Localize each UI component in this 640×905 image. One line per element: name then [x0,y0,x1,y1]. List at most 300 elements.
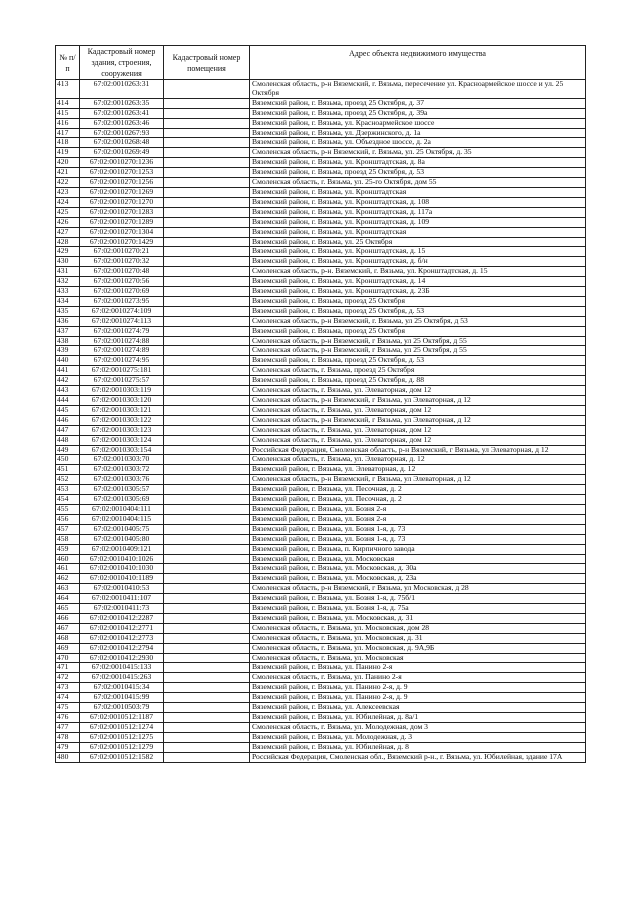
premises-cadastral-number [164,683,250,693]
building-cadastral-number: 67:02:0010512:1279 [80,742,164,752]
property-table [55,45,586,763]
building-cadastral-number: 67:02:0010303:76 [80,475,164,485]
row-number: 449 [56,445,80,455]
building-cadastral-number: 67:02:0010415:99 [80,693,164,703]
table-row [56,207,586,217]
building-cadastral-number: 67:02:0010512:1274 [80,722,164,732]
object-address: Вяземский район, г. Вязьма, п. Кирпичного завода [250,544,586,554]
object-address: Вяземский район, г. Вязьма, ул. Бозня 1-я, д. 73 [250,534,586,544]
table-row [56,465,586,475]
building-cadastral-number: 67:02:0010412:2930 [80,653,164,663]
object-address: Вяземский район, г. Вязьма, ул. Кронштадтская, д. б/н [250,257,586,267]
header-premises-cadastral-number: Кадастровый номер помещения [164,46,250,80]
table-row [56,495,586,505]
row-number: 455 [56,504,80,514]
row-number: 432 [56,277,80,287]
row-number: 440 [56,356,80,366]
building-cadastral-number: 67:02:0010263:41 [80,108,164,118]
object-address: Вяземский район, г. Вязьма, ул. Панино 2-я, д. 9 [250,693,586,703]
object-address: Смоленская область, г. Вязьма, ул. Московская, д. 31 [250,633,586,643]
object-address: Вяземский район, г. Вязьма, ул. Кронштадтская, д. 8а [250,158,586,168]
building-cadastral-number: 67:02:0010270:56 [80,277,164,287]
object-address: Смоленская область, г. Вязьма, проезд 25 Октября [250,366,586,376]
premises-cadastral-number [164,197,250,207]
premises-cadastral-number [164,435,250,445]
premises-cadastral-number [164,594,250,604]
row-number: 414 [56,98,80,108]
premises-cadastral-number [164,713,250,723]
table-row [56,742,586,752]
row-number: 477 [56,722,80,732]
row-number: 415 [56,108,80,118]
building-cadastral-number: 67:02:0010410:1026 [80,554,164,564]
premises-cadastral-number [164,455,250,465]
building-cadastral-number: 67:02:0010410:53 [80,584,164,594]
object-address: Вяземский район, г. Вязьма, ул. Кронштадтская, д. 23Б [250,287,586,297]
object-address: Вяземский район, г. Вязьма, ул. Красноармейское шоссе [250,118,586,128]
premises-cadastral-number [164,732,250,742]
table-row [56,623,586,633]
row-number: 418 [56,138,80,148]
object-address: Вяземский район, г. Вязьма, проезд 25 Октября, д. 53 [250,356,586,366]
row-number: 466 [56,613,80,623]
premises-cadastral-number [164,673,250,683]
object-address: Вяземский район, г. Вязьма, ул. Кронштадтская, д. 109 [250,217,586,227]
building-cadastral-number: 67:02:0010409:121 [80,544,164,554]
premises-cadastral-number [164,257,250,267]
table-row [56,713,586,723]
table-row [56,227,586,237]
building-cadastral-number: 67:02:0010270:1283 [80,207,164,217]
table-row [56,584,586,594]
row-number: 465 [56,604,80,614]
object-address: Смоленская область, р-н Вяземский, г. Вязьма, пересечение ул. Красноармейское шоссе и ул. 25 Октября [250,80,586,99]
building-cadastral-number: 67:02:0010303:70 [80,455,164,465]
table-row [56,613,586,623]
object-address: Вяземский район, г. Вязьма, ул. Кронштадтская, д. 117а [250,207,586,217]
building-cadastral-number: 67:02:0010303:154 [80,445,164,455]
table-row [56,178,586,188]
row-number: 442 [56,376,80,386]
table-row [56,693,586,703]
building-cadastral-number: 67:02:0010405:75 [80,524,164,534]
building-cadastral-number: 67:02:0010273:95 [80,296,164,306]
premises-cadastral-number [164,405,250,415]
table-row [56,514,586,524]
premises-cadastral-number [164,326,250,336]
building-cadastral-number: 67:02:0010415:263 [80,673,164,683]
building-cadastral-number: 67:02:0010512:1187 [80,713,164,723]
row-number: 456 [56,514,80,524]
premises-cadastral-number [164,742,250,752]
table-row [56,296,586,306]
row-number: 468 [56,633,80,643]
table-row [56,732,586,742]
building-cadastral-number: 67:02:0010303:72 [80,465,164,475]
object-address: Смоленская область, р-н Вяземский, г Вязьма, ул 25 Октября, д 55 [250,346,586,356]
building-cadastral-number: 67:02:0010415:34 [80,683,164,693]
object-address: Вяземский район, г. Вязьма, ул. Московская, д. 31 [250,613,586,623]
row-number: 450 [56,455,80,465]
object-address: Российская Федерация, Смоленская обл., Вяземский р-н., г. Вязьма, ул. Юбилейная, здание 17А [250,752,586,762]
object-address: Вяземский район, г. Вязьма, проезд 25 Октября [250,296,586,306]
premises-cadastral-number [164,752,250,762]
object-address: Смоленская область, г. Вязьма, ул. Московская, д. 9А,9Б [250,643,586,653]
table-row [56,534,586,544]
row-number: 417 [56,128,80,138]
building-cadastral-number: 67:02:0010412:2773 [80,633,164,643]
row-number: 427 [56,227,80,237]
object-address: Вяземский район, г. Вязьма, ул. Элеваторная, д. 12 [250,465,586,475]
row-number: 459 [56,544,80,554]
premises-cadastral-number [164,118,250,128]
building-cadastral-number: 67:02:0010275:57 [80,376,164,386]
table-row [56,485,586,495]
premises-cadastral-number [164,148,250,158]
table-row [56,415,586,425]
row-number: 437 [56,326,80,336]
object-address: Вяземский район, г. Вязьма, ул. Панино 2-я [250,663,586,673]
premises-cadastral-number [164,237,250,247]
table-row [56,257,586,267]
object-address: Вяземский район, г. Вязьма, ул. Кронштадтская, д. 108 [250,197,586,207]
building-cadastral-number: 67:02:0010270:21 [80,247,164,257]
table-row [56,604,586,614]
premises-cadastral-number [164,703,250,713]
object-address: Вяземский район, г. Вязьма, ул. Московская, д. 23а [250,574,586,584]
building-cadastral-number: 67:02:0010303:121 [80,405,164,415]
building-cadastral-number: 67:02:0010270:1253 [80,168,164,178]
row-number: 470 [56,653,80,663]
premises-cadastral-number [164,544,250,554]
table-row [56,287,586,297]
premises-cadastral-number [164,495,250,505]
table-row [56,663,586,673]
table-row [56,722,586,732]
row-number: 473 [56,683,80,693]
row-number: 434 [56,296,80,306]
building-cadastral-number: 67:02:0010267:93 [80,128,164,138]
table-row [56,247,586,257]
building-cadastral-number: 67:02:0010263:35 [80,98,164,108]
premises-cadastral-number [164,217,250,227]
premises-cadastral-number [164,277,250,287]
table-row [56,267,586,277]
row-number: 421 [56,168,80,178]
building-cadastral-number: 67:02:0010303:122 [80,415,164,425]
premises-cadastral-number [164,465,250,475]
row-number: 424 [56,197,80,207]
premises-cadastral-number [164,445,250,455]
premises-cadastral-number [164,524,250,534]
row-number: 436 [56,316,80,326]
table-row [56,98,586,108]
table-row [56,633,586,643]
premises-cadastral-number [164,514,250,524]
table-row [56,673,586,683]
premises-cadastral-number [164,306,250,316]
building-cadastral-number: 67:02:0010274:109 [80,306,164,316]
row-number: 448 [56,435,80,445]
object-address: Вяземский район, г. Вязьма, ул. Дзержинского, д. 1а [250,128,586,138]
object-address: Смоленская область, р-н Вяземский, г. Вязьма, ул. 25 Октября, д. 35 [250,148,586,158]
building-cadastral-number: 67:02:0010270:1304 [80,227,164,237]
row-number: 441 [56,366,80,376]
building-cadastral-number: 67:02:0010410:1030 [80,564,164,574]
premises-cadastral-number [164,138,250,148]
premises-cadastral-number [164,296,250,306]
table-row [56,346,586,356]
premises-cadastral-number [164,336,250,346]
object-address: Смоленская область, р-н. Вяземский, г. Вязьма, ул. Кронштадтская, д. 15 [250,267,586,277]
table-row [56,187,586,197]
object-address: Вяземский район, г. Вязьма, проезд 25 Октября, д. 53 [250,306,586,316]
building-cadastral-number: 67:02:0010412:2771 [80,623,164,633]
object-address: Вяземский район, г. Вязьма, ул. Кронштадтская [250,227,586,237]
row-number: 462 [56,574,80,584]
table-row [56,752,586,762]
row-number: 426 [56,217,80,227]
object-address: Вяземский район, г. Вязьма, ул. Бозня 1-я, д. 75а [250,604,586,614]
row-number: 413 [56,80,80,99]
table-row [56,118,586,128]
building-cadastral-number: 67:02:0010405:80 [80,534,164,544]
row-number: 467 [56,623,80,633]
row-number: 430 [56,257,80,267]
building-cadastral-number: 67:02:0010303:123 [80,425,164,435]
building-cadastral-number: 67:02:0010274:88 [80,336,164,346]
premises-cadastral-number [164,267,250,277]
building-cadastral-number: 67:02:0010274:113 [80,316,164,326]
building-cadastral-number: 67:02:0010410:1189 [80,574,164,584]
object-address: Вяземский район, г. Вязьма, ул. Бозня 2-я [250,504,586,514]
table-row [56,128,586,138]
building-cadastral-number: 67:02:0010404:111 [80,504,164,514]
premises-cadastral-number [164,396,250,406]
building-cadastral-number: 67:02:0010270:1270 [80,197,164,207]
row-number: 453 [56,485,80,495]
table-row [56,524,586,534]
premises-cadastral-number [164,613,250,623]
row-number: 447 [56,425,80,435]
object-address: Вяземский район, г. Вязьма, ул. Московская [250,554,586,564]
object-address: Смоленская область, р-н Вяземский, г Вязьма, ул Элеваторная, д 12 [250,396,586,406]
object-address: Смоленская область, р-н Вяземский, г. Вязьма, ул 25 Октября, д 53 [250,316,586,326]
object-address: Смоленская область, г. Вязьма, ул. Московская, дом 28 [250,623,586,633]
building-cadastral-number: 67:02:0010270:1269 [80,187,164,197]
premises-cadastral-number [164,653,250,663]
building-cadastral-number: 67:02:0010270:32 [80,257,164,267]
table-row [56,237,586,247]
row-number: 454 [56,495,80,505]
premises-cadastral-number [164,168,250,178]
row-number: 475 [56,703,80,713]
property-register-sheet [55,45,585,763]
premises-cadastral-number [164,80,250,99]
premises-cadastral-number [164,227,250,237]
premises-cadastral-number [164,604,250,614]
table-row [56,366,586,376]
building-cadastral-number: 67:02:0010512:1275 [80,732,164,742]
row-number: 479 [56,742,80,752]
table-row [56,197,586,207]
table-row [56,386,586,396]
object-address: Смоленская область, г. Вязьма, ул. Элеваторная, дом 12 [250,435,586,445]
row-number: 422 [56,178,80,188]
row-number: 463 [56,584,80,594]
object-address: Смоленская область, р-н Вяземский, г Вязьма, ул Элеваторная, д 12 [250,475,586,485]
premises-cadastral-number [164,643,250,653]
row-number: 460 [56,554,80,564]
premises-cadastral-number [164,623,250,633]
table-row [56,703,586,713]
premises-cadastral-number [164,207,250,217]
table-row [56,217,586,227]
object-address: Смоленская область, г. Вязьма, ул. Элеваторная, д. 12 [250,455,586,465]
premises-cadastral-number [164,98,250,108]
object-address: Смоленская область, г. Вязьма, ул. Молодежная, дом 3 [250,722,586,732]
table-row [56,643,586,653]
table-row [56,405,586,415]
row-number: 445 [56,405,80,415]
header-address: Адрес объекта недвижимого имущества [250,46,586,80]
premises-cadastral-number [164,485,250,495]
row-number: 428 [56,237,80,247]
premises-cadastral-number [164,187,250,197]
object-address: Вяземский район, г. Вязьма, проезд 25 Октября, д. 53 [250,168,586,178]
premises-cadastral-number [164,722,250,732]
object-address: Вяземский район, г. Вязьма, ул. Песочная, д. 2 [250,495,586,505]
row-number: 476 [56,713,80,723]
table-row [56,396,586,406]
row-number: 420 [56,158,80,168]
row-number: 425 [56,207,80,217]
object-address: Вяземский район, г. Вязьма, проезд 25 Октября [250,326,586,336]
building-cadastral-number: 67:02:0010412:2794 [80,643,164,653]
premises-cadastral-number [164,693,250,703]
table-row [56,653,586,663]
object-address: Вяземский район, г. Вязьма, ул. Московская, д. 30а [250,564,586,574]
premises-cadastral-number [164,356,250,366]
table-row [56,455,586,465]
row-number: 469 [56,643,80,653]
object-address: Вяземский район, г. Вязьма, ул. Кронштадтская [250,187,586,197]
premises-cadastral-number [164,564,250,574]
object-address: Смоленская область, г. Вязьма, ул. 25-го Октября, дом 55 [250,178,586,188]
object-address: Вяземский район, г. Вязьма, ул. Объездное шоссе, д. 2а [250,138,586,148]
building-cadastral-number: 67:02:0010512:1582 [80,752,164,762]
building-cadastral-number: 67:02:0010303:119 [80,386,164,396]
table-row [56,356,586,366]
building-cadastral-number: 67:02:0010411:107 [80,594,164,604]
table-row [56,435,586,445]
building-cadastral-number: 67:02:0010303:124 [80,435,164,445]
object-address: Вяземский район, г. Вязьма, ул. Юбилейная, д. 8а/1 [250,713,586,723]
building-cadastral-number: 67:02:0010303:120 [80,396,164,406]
premises-cadastral-number [164,386,250,396]
object-address: Вяземский район, г. Вязьма, ул. Молодежная, д. 3 [250,732,586,742]
premises-cadastral-number [164,475,250,485]
object-address: Смоленская область, р-н Вяземский, г Вязьма, ул 25 Октября, д 55 [250,336,586,346]
table-row [56,316,586,326]
row-number: 419 [56,148,80,158]
object-address: Вяземский район, г. Вязьма, ул. Кронштадтская, д. 15 [250,247,586,257]
premises-cadastral-number [164,178,250,188]
row-number: 416 [56,118,80,128]
table-row [56,108,586,118]
building-cadastral-number: 67:02:0010274:79 [80,326,164,336]
table-row [56,574,586,584]
row-number: 444 [56,396,80,406]
row-number: 478 [56,732,80,742]
table-row [56,326,586,336]
building-cadastral-number: 67:02:0010305:69 [80,495,164,505]
row-number: 431 [56,267,80,277]
row-number: 457 [56,524,80,534]
row-number: 439 [56,346,80,356]
building-cadastral-number: 67:02:0010412:2287 [80,613,164,623]
building-cadastral-number: 67:02:0010270:1429 [80,237,164,247]
premises-cadastral-number [164,376,250,386]
table-row [56,425,586,435]
object-address: Вяземский район, г. Вязьма, ул. Бозня 1-я, д. 73 [250,524,586,534]
row-number: 474 [56,693,80,703]
table-row [56,445,586,455]
building-cadastral-number: 67:02:0010275:181 [80,366,164,376]
object-address: Вяземский район, г. Вязьма, ул. Песочная, д. 2 [250,485,586,495]
table-row [56,544,586,554]
premises-cadastral-number [164,346,250,356]
building-cadastral-number: 67:02:0010411:73 [80,604,164,614]
row-number: 443 [56,386,80,396]
building-cadastral-number: 67:02:0010274:89 [80,346,164,356]
row-number: 451 [56,465,80,475]
object-address: Вяземский район, г. Вязьма, ул. Панино 2-я, д. 9 [250,683,586,693]
building-cadastral-number: 67:02:0010269:49 [80,148,164,158]
object-address: Вяземский район, г. Вязьма, ул. 25 Октября [250,237,586,247]
object-address: Вяземский район, г. Вязьма, проезд 25 Октября, д. 88 [250,376,586,386]
building-cadastral-number: 67:02:0010274:95 [80,356,164,366]
object-address: Смоленская область, г. Вязьма, ул. Элеваторная, дом 12 [250,386,586,396]
object-address: Смоленская область, р-н Вяземский, г Вязьма, ул Московская, д 28 [250,584,586,594]
object-address: Смоленская область, г. Вязьма, ул. Элеваторная, дом 12 [250,425,586,435]
premises-cadastral-number [164,504,250,514]
premises-cadastral-number [164,663,250,673]
premises-cadastral-number [164,534,250,544]
premises-cadastral-number [164,366,250,376]
premises-cadastral-number [164,158,250,168]
row-number: 433 [56,287,80,297]
table-row [56,277,586,287]
building-cadastral-number: 67:02:0010270:69 [80,287,164,297]
table-row [56,564,586,574]
table-row [56,504,586,514]
premises-cadastral-number [164,316,250,326]
row-number: 446 [56,415,80,425]
building-cadastral-number: 67:02:0010415:133 [80,663,164,673]
building-cadastral-number: 67:02:0010503:79 [80,703,164,713]
premises-cadastral-number [164,584,250,594]
object-address: Смоленская область, г. Вязьма, ул. Панино 2-я [250,673,586,683]
table-body [56,80,586,763]
building-cadastral-number: 67:02:0010270:1236 [80,158,164,168]
table-row [56,168,586,178]
building-cadastral-number: 67:02:0010404:115 [80,514,164,524]
premises-cadastral-number [164,287,250,297]
object-address: Вяземский район, г. Вязьма, ул. Алексеевская [250,703,586,713]
table-row [56,158,586,168]
table-row [56,138,586,148]
